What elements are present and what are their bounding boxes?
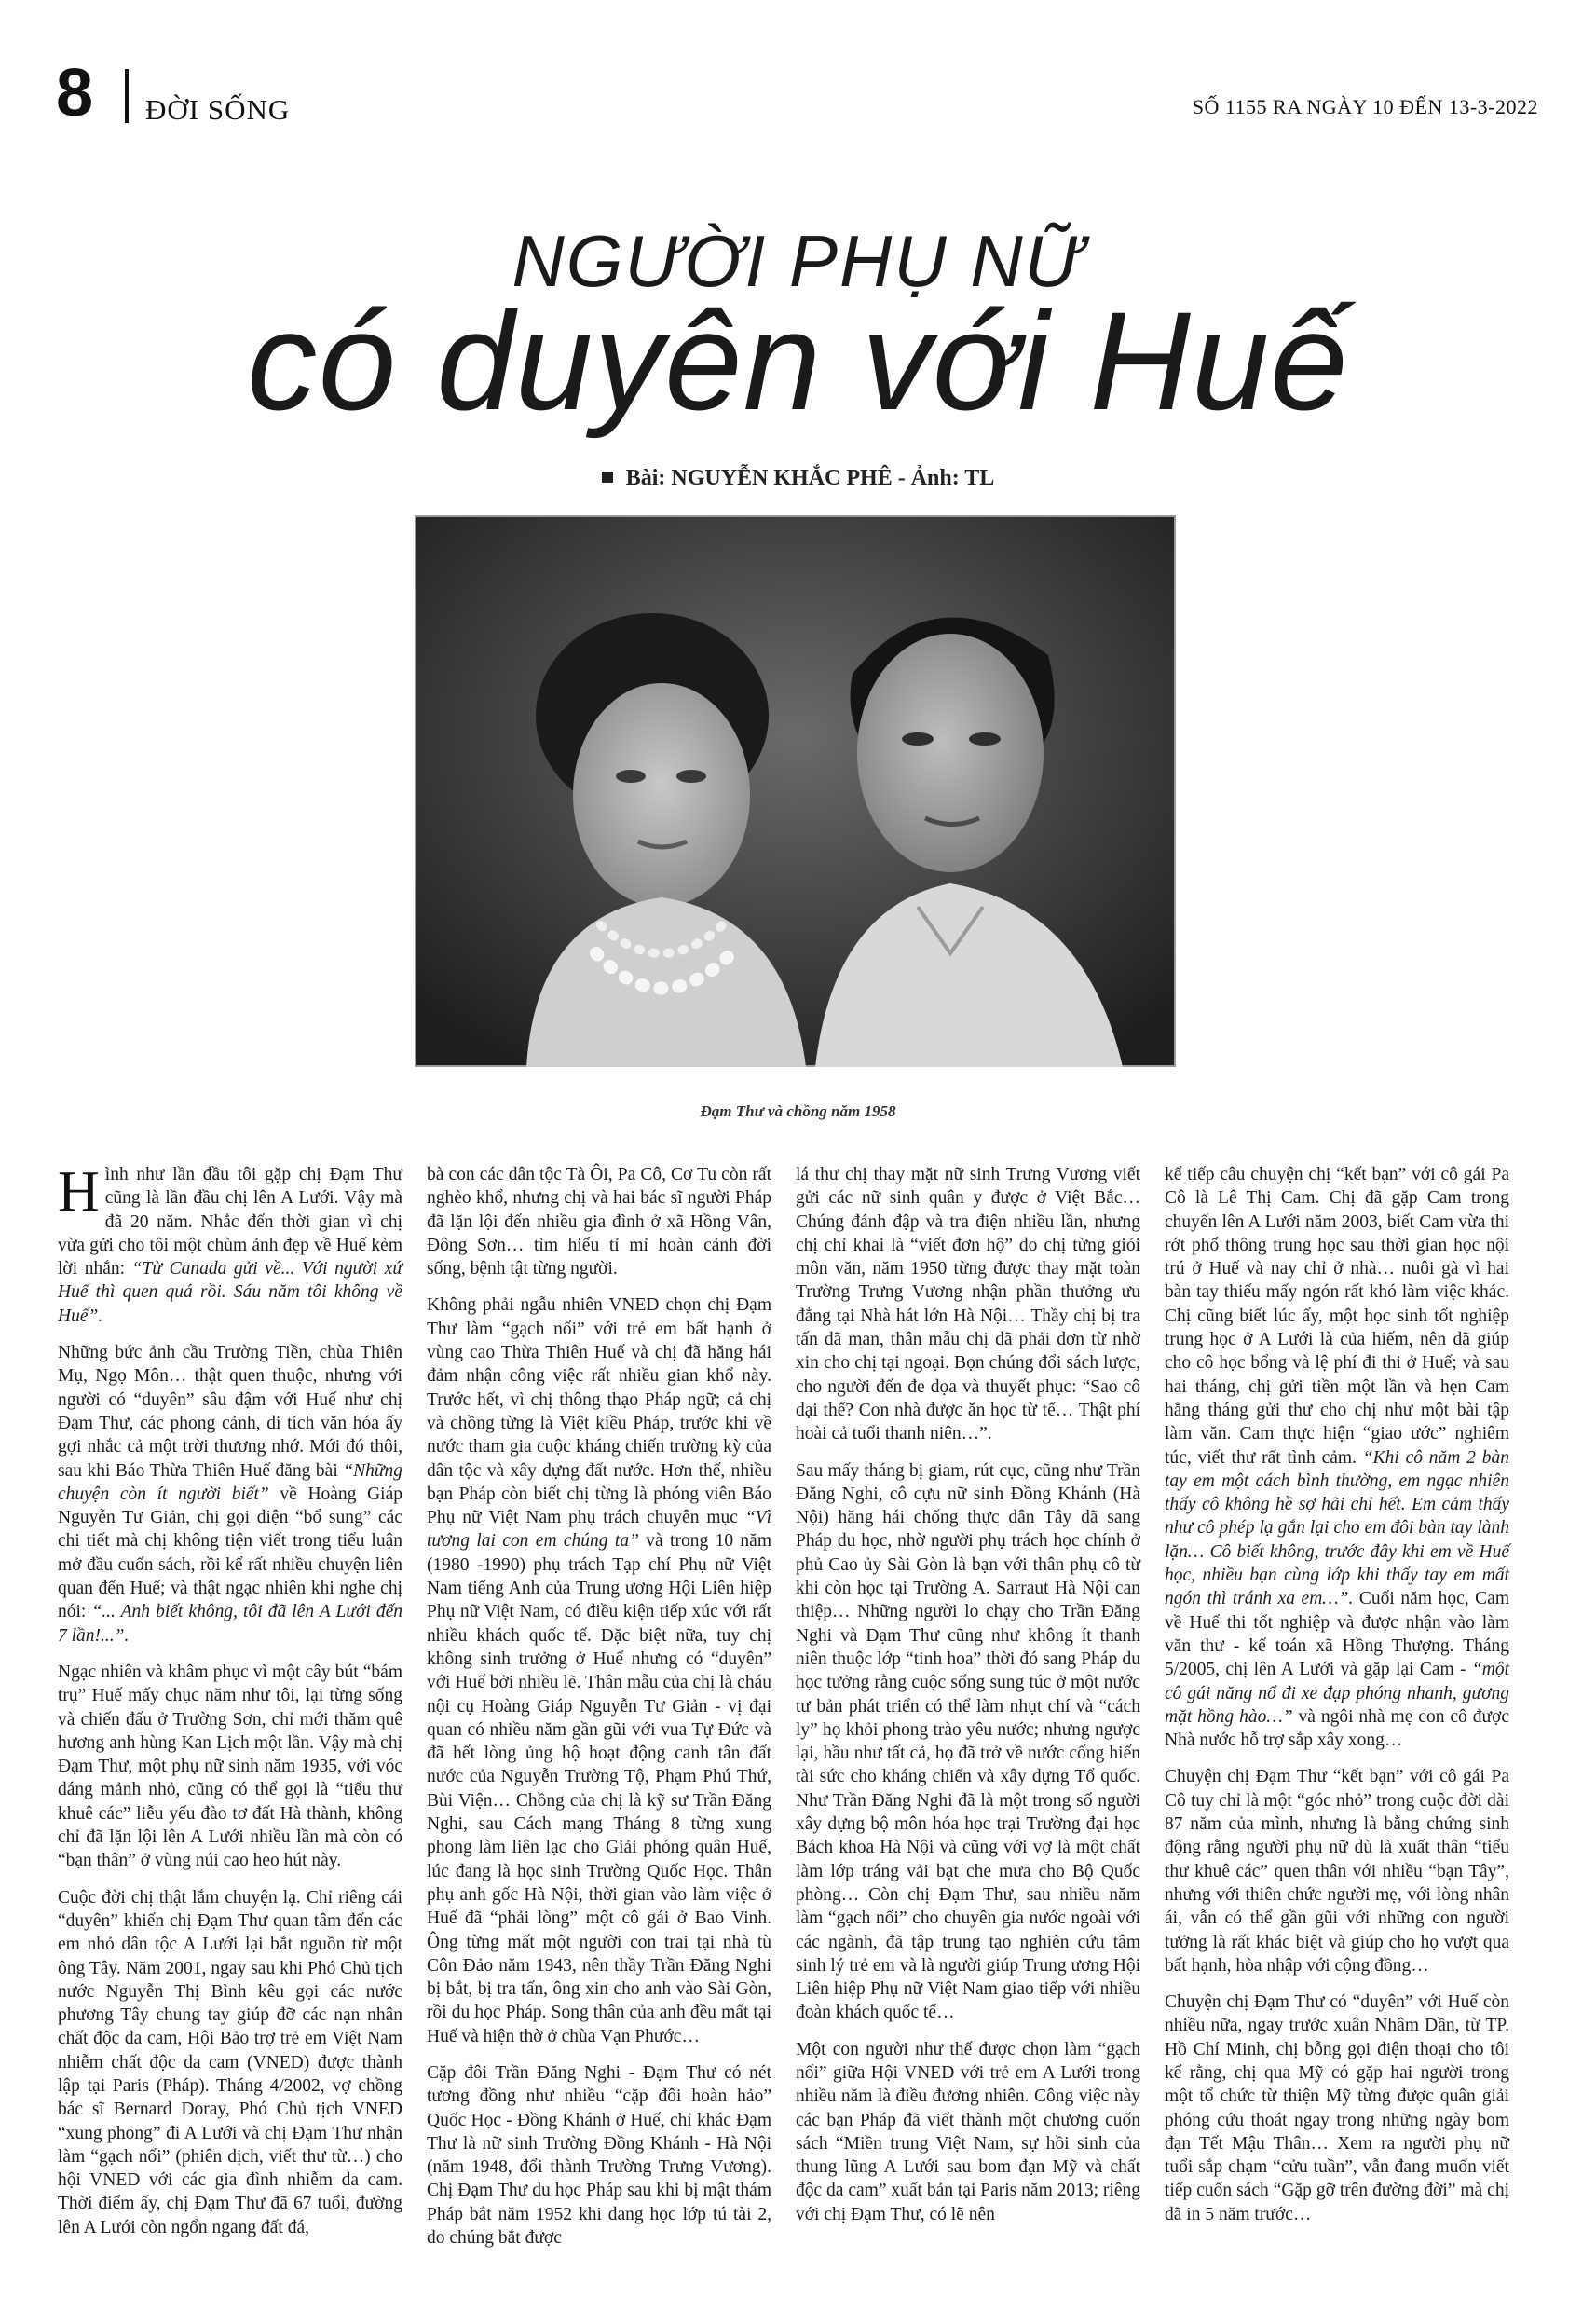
paragraph xyxy=(1165,1163,1509,1752)
page-number: 8 xyxy=(56,56,94,130)
page-header xyxy=(56,58,1538,132)
column-1 xyxy=(58,1160,402,2252)
paragraph: Ngạc nhiên và khâm phục vì một cây bút “bám trụ” Huế mấy chục năm như tôi, lại từng sống và chiến đấu ở Trường Sơn, chỉ mới thăm quê hương anh hùng Kan Lịch một lần. Vậy mà chị Đạm Thư, một phụ nữ sinh năm 1935, với vóc dáng mảnh nhỏ, cũng có thể gọi là “tiểu thư khuê các” liễu yếu đào tơ đất Hà thành, không chỉ đã lặn lội lên A Lưới nhiều lần mà còn có “bạn thân” ở vùng núi cao heo hút này. xyxy=(58,1662,402,1871)
paragraph-text: và trong 10 năm (1980 -1990) phụ trách Tạp chí Phụ nữ Việt Nam tiếng Anh của Trung ương Hội Liên hiệp Phụ nữ Việt Nam, có điều kiện tiếp xúc với rất nhiều khách quốc tế. Đặc biệt nữa, tuy chị không sinh trưởng ở Huế nhưng có “duyên” với Huế bởi nhiều lẽ. Thân mẫu của chị là cháu nội cụ Hoàng Giáp Nguyễn Tư Giản - vị đại quan có nhiều năm gần gũi với vua Tự Đức và đã hết lòng ủng hộ hoạt động canh tân đất nước của Nguyễn Trường Tộ, Phạm Phú Thứ, Bùi Viện… Chồng của chị là kỹ sư Trần Đăng Nghi, sau Cách mạng Tháng 8 từng xung phong làm liên lạc cho Giải phóng quân Huế, lúc đang là học sinh Trường Quốc Học. Thân phụ anh gốc Hà Nội, thời gian vào làm việc ở Huế đã “phải lòng” một cô gái ở Bao Vinh. Ông từng mất một người con trai tại nhà tù Côn Đảo năm 1943, nên thầy Trần Đăng Nghi bị bắt, bị tra tấn, ông xin cho anh vào Sài Gòn, rồi du học Pháp. Song thân của anh đều mất tại Huế và hiện thờ ở chùa Vạn Phước… xyxy=(427,1531,772,2046)
paragraph: Một con người như thế được chọn làm “gạch nối” giữa Hội VNED với trẻ em A Lưới trong nhiều năm là điều đương nhiên. Công việc này các bạn Pháp đã viết thành một chương cuốn sách “Miền trung Việt Nam, sự hồi sinh của thung lũng A Lưới sau bom đạn Mỹ và chất độc da cam” xuất bản tại Paris năm 2013; riêng với chị Đạm Thư, có lẽ nên xyxy=(796,2039,1140,2224)
paragraph: bà con các dân tộc Tà Ôi, Pa Cô, Cơ Tu còn rất nghèo khổ, nhưng chị và hai bác sĩ người Pháp đã lặn lội đến nhiều gia đình ở xã Hồng Vân, Đông Sơn… tìm hiểu tỉ mỉ hoàn cảnh đời sống, bệnh tật từng người. xyxy=(427,1165,771,1279)
bullet-square-icon xyxy=(602,472,613,483)
paragraph xyxy=(58,1160,402,1328)
headline-kicker: NGƯỜI PHỤ NỮ xyxy=(512,220,1084,302)
paragraph: Cặp đôi Trần Đăng Nghi - Đạm Thư có nét tương đồng như nhiều “cặp đôi hoàn hảo” Quốc Học - Đồng Khánh ở Huế, chỉ khác Đạm Thư là nữ sinh Trường Đồng Khánh - Hà Nội (năm 1948, đổi thành Trường Trưng Vương). Chị Đạm Thư du học Pháp sau khi bị mật thám Pháp bắt năm 1952 khi đang học lớp tú tài 2, do chúng bắt được xyxy=(427,2062,771,2249)
paragraph: Cuộc đời chị thật lắm chuyện lạ. Chỉ riêng cái “duyên” khiến chị Đạm Thư quan tâm đến các em nhỏ dân tộc A Lưới lại bắt nguồn từ một ông Tây. Năm 2001, ngay sau khi Phó Chủ tịch nước Nguyễn Thị Bình kêu gọi các nước phương Tây chung tay giúp đỡ các nạn nhân chất độc da cam, Hội Bảo trợ trẻ em Việt Nam nhiễm chất độc da cam (VNED) được thành lập tại Paris (Pháp). Tháng 4/2002, vợ chồng bác sĩ Bernard Doray, Phó Chủ tịch VNED “xung phong” đi A Lưới và chị Đạm Thư nhận làm “gạch nối” (phiên dịch, viết thư từ…) cho hội VNED với các gia đình nhiễm da cam. Thời điểm ấy, chị Đạm Thư đã 67 tuổi, đường lên A Lưới còn ngổn ngang đất đá, xyxy=(58,1887,402,2237)
article-body xyxy=(58,1160,1537,2272)
portrait-photo xyxy=(415,515,1176,1067)
paragraph xyxy=(427,1293,771,2048)
column-3 xyxy=(796,1163,1140,2239)
drop-cap: H xyxy=(58,1160,100,1224)
quote-text: “Từ Canada gửi về... Với người xứ Huế thì quen quá rồi. Sáu năm tôi không về Huế”. xyxy=(58,1259,402,1326)
issue-info: SỐ 1155 RA NGÀY 10 ĐẾN 13-3-2022 xyxy=(1192,95,1538,118)
paragraph-text: và ngôi nhà mẹ con cô được Nhà nước hỗ trợ sắp xây xong… xyxy=(1165,1706,1509,1751)
article-photo xyxy=(415,515,1176,1067)
paragraph-text: Cuối năm học, Cam về Huế thi tốt nghiệp và được nhận vào làm văn thư - kế toán xã Hồng Thượng. Tháng 5/2005, chị lên A Lưới và gặp lại Cam - xyxy=(1165,1589,1509,1680)
section-name: ĐỜI SỐNG xyxy=(145,93,291,126)
column-4 xyxy=(1165,1163,1509,2239)
headline: có duyên với Huế xyxy=(247,282,1349,439)
header-divider xyxy=(125,69,129,123)
paragraph: lá thư chị thay mặt nữ sinh Trưng Vương viết gửi các nữ sinh quân y được ở Việt Bắc… Chúng đánh đập và tra điện nhiều lần, nhưng chị chỉ khai là “viết đơn hộ” do chị từng giỏi môn văn, năm 1950 từng được thay mặt toàn Trường Trưng Vương nhận phần thưởng ưu đẳng tại Nhà hát lớn Hà Nội… Thầy chị bị tra tấn dã man, thân mẫu chị đã phải đơn từ nhờ xin cho chị tại ngoại. Bọn chúng đổi sách lược, cho người đến đe dọa và thuyết phục: “Sao cô dại thế? Con nhà được ăn học từ tế… Thật phí hoài cả tuổi thanh niên…”. xyxy=(796,1165,1140,1444)
quote-text: “... Anh biết không, tôi đã lên A Lưới đến 7 lần!...”. xyxy=(58,1602,402,1646)
paragraph: Chuyện chị Đạm Thư có “duyên” với Huế còn nhiều nữa, ngay trước xuân Nhâm Dần, từ TP. Hồ Chí Minh, chị bỗng gọi điện thoại cho tôi kể rằng, chị qua Mỹ có gặp hai người trong một tổ chức từ thiện Mỹ từng được quân giải phóng cứu thoát ngay trong những ngày bom đạn Tết Mậu Thân… Xem ra người phụ nữ tuổi sắp chạm “cửu tuần”, vẫn đang muốn viết tiếp cuốn sách “Gặp gỡ trên đường đời” mà chị đã in 5 năm trước… xyxy=(1165,1992,1509,2224)
paragraph-text: về Hoàng Giáp Nguyễn Tư Giản, chị gọi điện “bổ sung” các chi tiết mà chị không tiện viết trong tiểu luận mở đầu cuốn sách, rồi kể rất nhiều chuyện liên quan đến Huế; và thật ngạc nhiên khi nghe chị nói: xyxy=(58,1484,402,1622)
paragraph-text: ình như lần đầu tôi gặp chị Đạm Thư cũng là lần đầu chị lên A Lưới. Vậy mà đã 20 năm. Nhắc đến thời gian vì chị vừa gửi cho tôi một chùm ảnh đẹp về Huế kèm lời nhắn: xyxy=(58,1165,402,1279)
paragraph-text: Không phải ngẫu nhiên VNED chọn chị Đạm Thư làm “gạch nối” với trẻ em bất hạnh ở vùng cao Thừa Thiên Huế và chị đã hăng hái đảm nhận công việc rất nhiều gian khổ này. Trước hết, vì chị thông thạo Pháp ngữ; cả chị và chồng từng là Việt kiều Pháp, trước khi về nước tham gia cuộc kháng chiến trường kỳ của dân tộc và xây dựng đất nước. Hơn thế, nhiều bạn Pháp còn biết chị từng là phóng viên Báo Phụ nữ Việt Nam phụ trách chuyên mục xyxy=(427,1295,771,1528)
quote-text: “Vì tương lai con em chúng ta” xyxy=(427,1508,771,1552)
photo-caption: Đạm Thư và chồng năm 1958 xyxy=(700,1102,896,1120)
byline xyxy=(0,466,1596,491)
paragraph: Chuyện chị Đạm Thư “kết bạn” với cô gái Pa Cô tuy chỉ là một “góc nhỏ” trong cuộc đời dài 87 năm của mình, nhưng là bằng chứng sinh động rằng người phụ nữ dù là xuất thân “tiểu thư khuê các” quen thân với nhiều “bạn Tây”, nhưng với thiên chức người mẹ, với lòng nhân ái, vẫn có thể gần gũi với những con người tưởng là rất khác biệt và giúp cho họ vượt qua bất hạnh, hòa nhập với cộng đồng… xyxy=(1165,1767,1509,1976)
paragraph-text: kể tiếp câu chuyện chị “kết bạn” với cô gái Pa Cô là Lê Thị Cam. Chị đã gặp Cam trong chuyến lên A Lưới năm 2003, biết Cam vừa thi rớt phổ thông trung học sau thời gian học nội trú ở Huế và nay chỉ ở nhà… nuôi gà vì hai bàn tay thiếu mấy ngón rất khó làm việc khác. Chị cũng biết lúc ấy, một học sinh tốt nghiệp trung học ở A Lưới là của hiếm, nên đã giúp cho cô học bổng và lệ phí đi thi ở Huế; và sau hai tháng, chị gửi tiền một lần và hẹn Cam hằng tháng gửi thư cho chị như một bài tập làm văn. Cam thực hiện “giao ước” nghiêm túc, viết thư rất tình cảm. xyxy=(1165,1165,1509,1468)
column-2 xyxy=(427,1163,771,2263)
paragraph xyxy=(58,1341,402,1648)
quote-text: “Khi cô năm 2 bàn tay em một cách bình thường, em ngạc nhiên thấy cô không hề sợ hãi chỉ hết. Em cảm thấy như cô phép lạ gắn lại cho em đôi bàn tay lành lặn… Cô biết không, trước đây khi em về Huế học, nhiều bạn cùng lớp khi thấy tay em mất ngón thì tránh xa em…”. xyxy=(1165,1447,1509,1609)
quote-text: “một cô gái năng nổ đi xe đạp phóng nhanh, gương mặt hồng hào…” xyxy=(1165,1660,1509,1727)
byline-text: Bài: NGUYỄN KHẮC PHÊ - Ảnh: TL xyxy=(625,466,995,490)
paragraph-text: Những bức ảnh cầu Trường Tiền, chùa Thiên Mụ, Ngọ Môn… thật quen thuộc, nhưng với người có “duyên” sâu đậm với Huế như chị Đạm Thư, các phong cảnh, di tích văn hóa ấy gợi nhắc cả một trời thương nhớ. Mới đó thôi, sau khi Báo Thừa Thiên Huế đăng bài xyxy=(58,1343,402,1481)
quote-text: “Những chuyện còn ít người biết” xyxy=(58,1460,402,1504)
paragraph: Sau mấy tháng bị giam, rút cục, cũng như Trần Đăng Nghi, cô cựu nữ sinh Đồng Khánh (Hà Nội) hăng hái chống thực dân Tây đã sang Pháp du học, nhờ người phụ trách học chính ở phủ Cao ủy Sài Gòn là bạn với thân phụ cô từ khi còn học tại Trường A. Sarraut Hà Nội can thiệp… Những người lo chạy cho Trần Đăng Nghi và Đạm Thư cũng như không ít thanh niên thuộc lớp “tinh hoa” thời đó sang Pháp du học tưởng rằng cuộc sống sung túc ở một nước tư bản phát triển có thể làm nhụt chí và “cách ly” họ khỏi phong trào yêu nước; nhưng ngược lại, hầu như tất cả, họ đã trở về nước cống hiến tài sức cho kháng chiến và xây dựng Tổ quốc. Như Trần Đăng Nghi đã là một trong số người xây dựng bộ môn hóa học trại Trường đại học Bách khoa Hà Nội và cũng với vợ là một chất làm lớp tráng vải bạt che mưa cho Bộ Quốc phòng… Còn chị Đạm Thư, sau nhiều năm làm “gạch nối” cho chuyên gia nước ngoài với các ngành, đã tập trung tạo nghiên cứu tâm sinh lý trẻ em và là người giúp Trung ương Hội Liên hiệp Phụ nữ Việt Nam giao tiếp với nhiều đoàn khách quốc tế… xyxy=(796,1460,1141,2023)
